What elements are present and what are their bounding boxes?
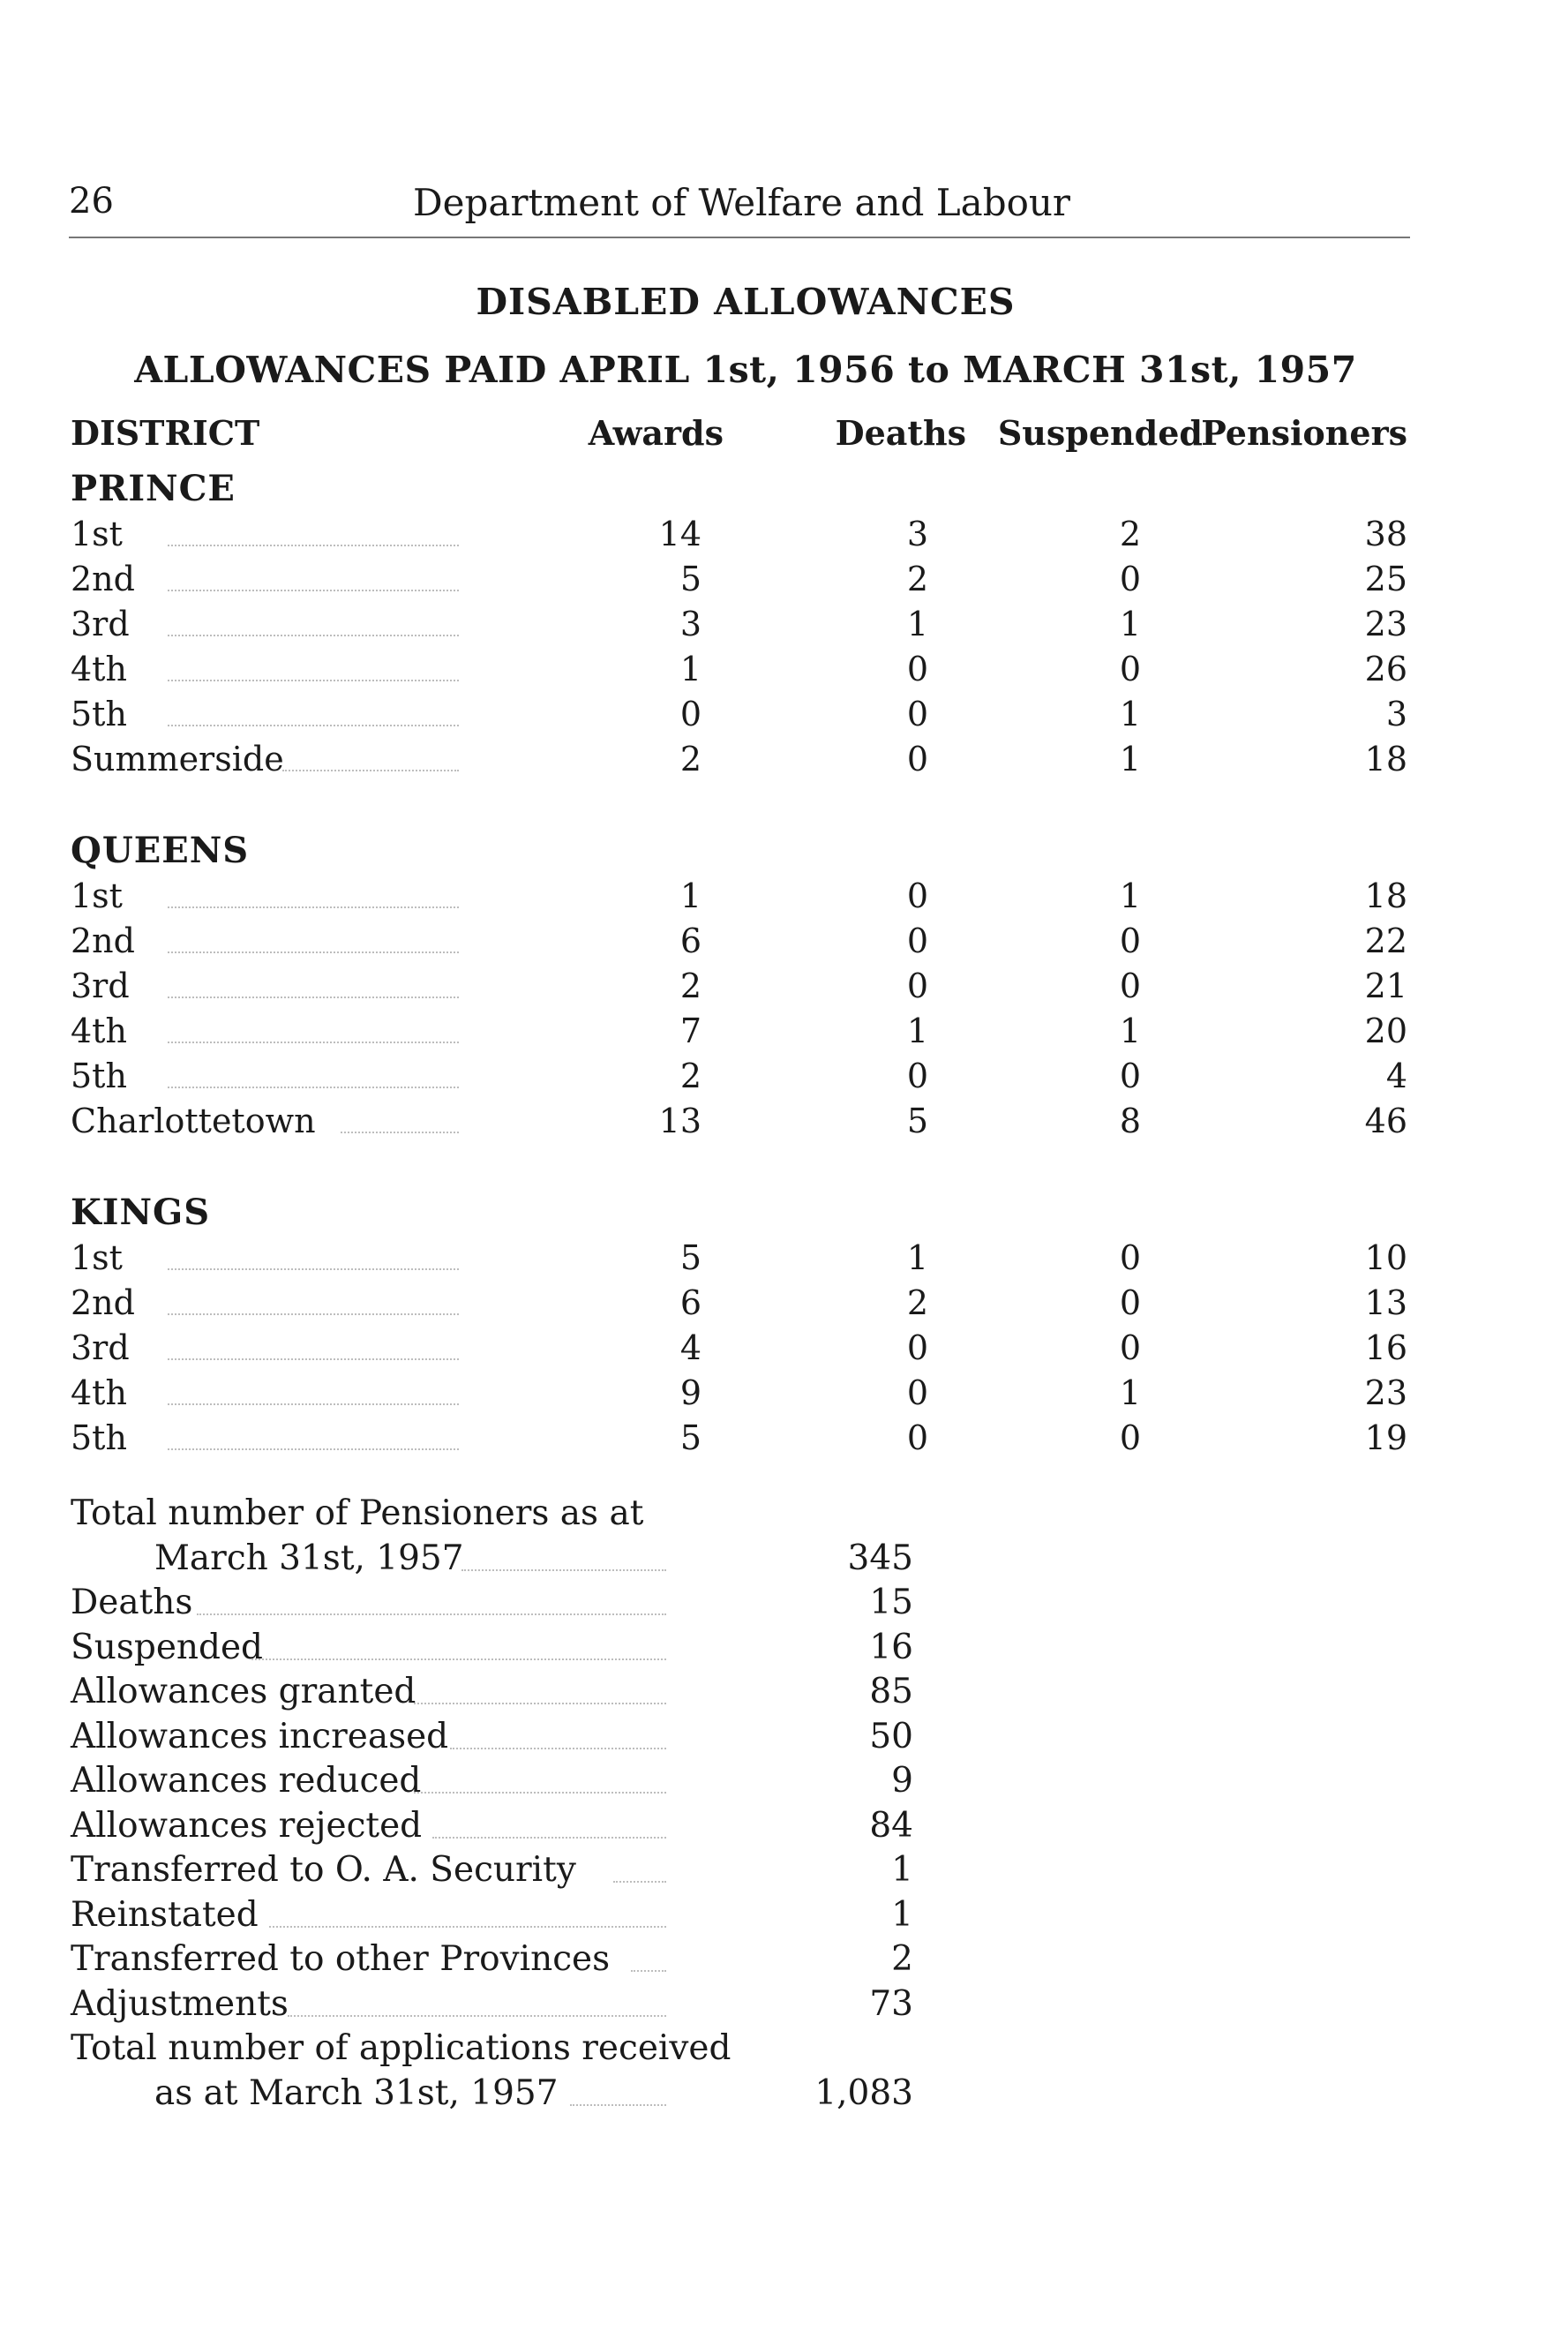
summary-row (71, 1848, 953, 1893)
awards-cell: 6 (679, 1283, 701, 1322)
section-heading: PRINCE (71, 468, 236, 509)
awards-cell: 5 (679, 560, 701, 598)
summary-row (71, 1670, 953, 1715)
suspended-cell: 0 (1119, 1328, 1141, 1367)
deaths-cell: 0 (906, 650, 928, 688)
dot-leader (631, 1970, 666, 1972)
suspended-cell: 0 (1119, 966, 1141, 1005)
summary-value: 50 (869, 1716, 913, 1756)
table-row (71, 512, 1407, 557)
pensioners-cell: 22 (1364, 921, 1407, 960)
running-title: Department of Welfare and Labour (413, 181, 1071, 224)
dot-leader (168, 1403, 459, 1405)
dot-leader (288, 2015, 667, 2017)
summary-label: Deaths (71, 1583, 193, 1622)
district-cell: 2nd (71, 921, 135, 960)
summary-label: Adjustments (71, 1983, 289, 2024)
summary-label: Total number of Pensioners as at (71, 1493, 644, 1533)
deaths-cell: 5 (906, 1102, 928, 1140)
summary-row (71, 1759, 953, 1804)
awards-cell: 5 (679, 1238, 701, 1277)
pensioners-cell: 16 (1364, 1328, 1407, 1367)
awards-cell: 2 (679, 1057, 701, 1095)
summary-label: Reinstated (71, 1894, 259, 1935)
pensioners-cell: 20 (1364, 1012, 1407, 1050)
dot-leader (461, 1569, 666, 1571)
deaths-cell: 0 (906, 695, 928, 733)
suspended-cell: 0 (1119, 1238, 1141, 1277)
dot-leader (168, 590, 459, 591)
summary-value: 9 (891, 1761, 913, 1801)
table-row (71, 737, 1407, 782)
dot-leader (450, 1748, 666, 1749)
dot-leader (168, 1448, 459, 1450)
district-cell: 1st (71, 876, 123, 915)
column-header-deaths: Deaths (835, 413, 966, 453)
suspended-cell: 0 (1119, 1418, 1141, 1457)
deaths-cell: 0 (906, 1328, 928, 1367)
pensioners-cell: 21 (1364, 966, 1407, 1005)
table-row (71, 1371, 1407, 1416)
table-row (71, 874, 1407, 919)
summary-label: as at March 31st, 1957 (154, 2072, 559, 2113)
allowances-table (71, 413, 1407, 1461)
pensioners-cell: 26 (1364, 650, 1407, 688)
section-heading: KINGS (71, 1192, 211, 1233)
summary-list (71, 1492, 953, 2116)
deaths-cell: 0 (906, 1057, 928, 1095)
deaths-cell: 0 (906, 966, 928, 1005)
summary-value: 84 (869, 1805, 913, 1846)
district-cell: 3rd (71, 605, 130, 643)
page-header (69, 181, 1410, 234)
header-rule (69, 237, 1410, 238)
pensioners-cell: 18 (1364, 740, 1407, 778)
suspended-cell: 1 (1119, 740, 1141, 778)
deaths-cell: 1 (906, 605, 928, 643)
pensioners-cell: 19 (1364, 1418, 1407, 1457)
page-number: 26 (69, 181, 114, 222)
summary-row (71, 1893, 953, 1938)
dot-leader (168, 725, 459, 726)
deaths-cell: 0 (906, 1418, 928, 1457)
dot-leader (570, 2104, 666, 2106)
section-gap (71, 782, 1407, 828)
awards-cell: 13 (658, 1102, 701, 1140)
summary-label: Allowances increased (71, 1716, 449, 1756)
awards-cell: 4 (679, 1328, 701, 1367)
pensioners-cell: 10 (1364, 1238, 1407, 1277)
awards-cell: 2 (679, 966, 701, 1005)
table-row (71, 602, 1407, 647)
summary-row (71, 1715, 953, 1760)
awards-cell: 6 (679, 921, 701, 960)
suspended-cell: 1 (1119, 876, 1141, 915)
deaths-cell: 2 (906, 1283, 928, 1322)
column-header-suspended: Suspended (997, 413, 1203, 453)
summary-label: Allowances rejected (71, 1805, 423, 1846)
pensioners-cell: 46 (1364, 1102, 1407, 1140)
awards-cell: 9 (679, 1373, 701, 1412)
dot-leader (197, 1613, 666, 1615)
dot-leader (168, 951, 459, 953)
dot-leader (168, 545, 459, 546)
dot-leader (613, 1881, 667, 1883)
document-title: DISABLED ALLOWANCES (476, 281, 1016, 323)
table-row (71, 692, 1407, 737)
suspended-cell: 1 (1119, 605, 1141, 643)
summary-label: Allowances granted (71, 1672, 416, 1711)
district-cell: 5th (71, 1057, 127, 1095)
dot-leader (414, 1703, 666, 1704)
table-row (71, 1099, 1407, 1144)
pensioners-cell: 13 (1364, 1283, 1407, 1322)
suspended-cell: 1 (1119, 695, 1141, 733)
suspended-cell: 0 (1119, 1057, 1141, 1095)
pensioners-cell: 3 (1385, 695, 1407, 733)
summary-row (71, 2027, 953, 2072)
summary-value: 16 (869, 1627, 913, 1667)
district-cell: 4th (71, 1373, 127, 1412)
district-cell: Charlottetown (71, 1102, 316, 1140)
table-row (71, 1416, 1407, 1461)
dot-leader (168, 635, 459, 636)
district-cell: Summerside (71, 740, 284, 778)
deaths-cell: 0 (906, 876, 928, 915)
summary-row (71, 1937, 953, 1982)
awards-cell: 5 (679, 1418, 701, 1457)
document-subtitle: ALLOWANCES PAID APRIL 1st, 1956 to MARCH 31st, 1957 (134, 349, 1357, 391)
dot-leader (168, 1087, 459, 1088)
district-cell: 2nd (71, 1283, 135, 1322)
table-row (71, 647, 1407, 692)
awards-cell: 14 (658, 515, 701, 553)
dot-leader (168, 997, 459, 998)
dot-leader (168, 1313, 459, 1315)
summary-row (71, 1537, 953, 1582)
pensioners-cell: 23 (1364, 1373, 1407, 1412)
suspended-cell: 0 (1119, 1283, 1141, 1322)
summary-row (71, 1982, 953, 2027)
district-cell: 3rd (71, 966, 130, 1005)
pensioners-cell: 18 (1364, 876, 1407, 915)
deaths-cell: 0 (906, 740, 928, 778)
summary-row (71, 1626, 953, 1671)
awards-cell: 2 (679, 740, 701, 778)
suspended-cell: 0 (1119, 921, 1141, 960)
district-cell: 1st (71, 515, 123, 553)
column-header-district: DISTRICT (71, 413, 260, 453)
summary-value: 73 (869, 1983, 913, 2024)
dot-leader (168, 680, 459, 681)
awards-cell: 7 (679, 1012, 701, 1050)
dot-leader (251, 1658, 667, 1660)
table-row (71, 1009, 1407, 1054)
summary-label: Allowances reduced (71, 1761, 422, 1801)
summary-label: March 31st, 1957 (154, 1538, 464, 1578)
dot-leader (432, 1837, 667, 1839)
summary-label: Suspended (71, 1627, 264, 1667)
column-header-pensioners: Pensioners (1201, 413, 1407, 453)
dot-leader (168, 1268, 459, 1270)
awards-cell: 0 (679, 695, 701, 733)
suspended-cell: 1 (1119, 1012, 1141, 1050)
deaths-cell: 1 (906, 1238, 928, 1277)
dot-leader (168, 906, 459, 908)
summary-row (71, 1492, 953, 1537)
district-cell: 5th (71, 695, 127, 733)
summary-label: Transferred to O. A. Security (71, 1850, 576, 1890)
summary-value: 1 (891, 1894, 913, 1935)
dot-leader (414, 1792, 666, 1794)
table-row (71, 919, 1407, 964)
summary-value: 345 (847, 1538, 913, 1578)
dot-leader (168, 1358, 459, 1360)
column-header-awards: Awards (588, 413, 724, 453)
table-body (71, 466, 1407, 1461)
deaths-cell: 0 (906, 1373, 928, 1412)
awards-cell: 1 (679, 876, 701, 915)
dot-leader (282, 770, 459, 771)
summary-row (71, 1581, 953, 1626)
summary-row (71, 1804, 953, 1849)
summary-value: 85 (869, 1672, 913, 1711)
summary-value: 15 (869, 1583, 913, 1622)
deaths-cell: 1 (906, 1012, 928, 1050)
district-cell: 1st (71, 1238, 123, 1277)
deaths-cell: 3 (906, 515, 928, 553)
awards-cell: 1 (679, 650, 701, 688)
suspended-cell: 1 (1119, 1373, 1141, 1412)
pensioners-cell: 38 (1364, 515, 1407, 553)
table-row (71, 1281, 1407, 1326)
table-row (71, 557, 1407, 602)
district-cell: 2nd (71, 560, 135, 598)
suspended-cell: 8 (1119, 1102, 1141, 1140)
suspended-cell: 2 (1119, 515, 1141, 553)
pensioners-cell: 4 (1385, 1057, 1407, 1095)
district-cell: 4th (71, 1012, 127, 1050)
dot-leader (168, 1042, 459, 1043)
pensioners-cell: 23 (1364, 605, 1407, 643)
section-gap (71, 1144, 1407, 1190)
dot-leader (341, 1132, 459, 1133)
table-row (71, 1326, 1407, 1371)
table-row (71, 964, 1407, 1009)
suspended-cell: 0 (1119, 560, 1141, 598)
deaths-cell: 2 (906, 560, 928, 598)
awards-cell: 3 (679, 605, 701, 643)
summary-row (71, 2072, 953, 2117)
district-cell: 5th (71, 1418, 127, 1457)
dot-leader (269, 1926, 666, 1928)
pensioners-cell: 25 (1364, 560, 1407, 598)
table-header-row (71, 413, 1407, 466)
table-row (71, 1236, 1407, 1281)
summary-value: 2 (891, 1939, 913, 1979)
district-cell: 3rd (71, 1328, 130, 1367)
table-row (71, 1054, 1407, 1099)
summary-label: Total number of applications received (71, 2028, 731, 2068)
deaths-cell: 0 (906, 921, 928, 960)
summary-label: Transferred to other Provinces (71, 1939, 611, 1979)
section-heading: QUEENS (71, 830, 250, 871)
summary-value: 1 (891, 1850, 913, 1890)
suspended-cell: 0 (1119, 650, 1141, 688)
summary-value: 1,083 (814, 2072, 913, 2113)
district-cell: 4th (71, 650, 127, 688)
